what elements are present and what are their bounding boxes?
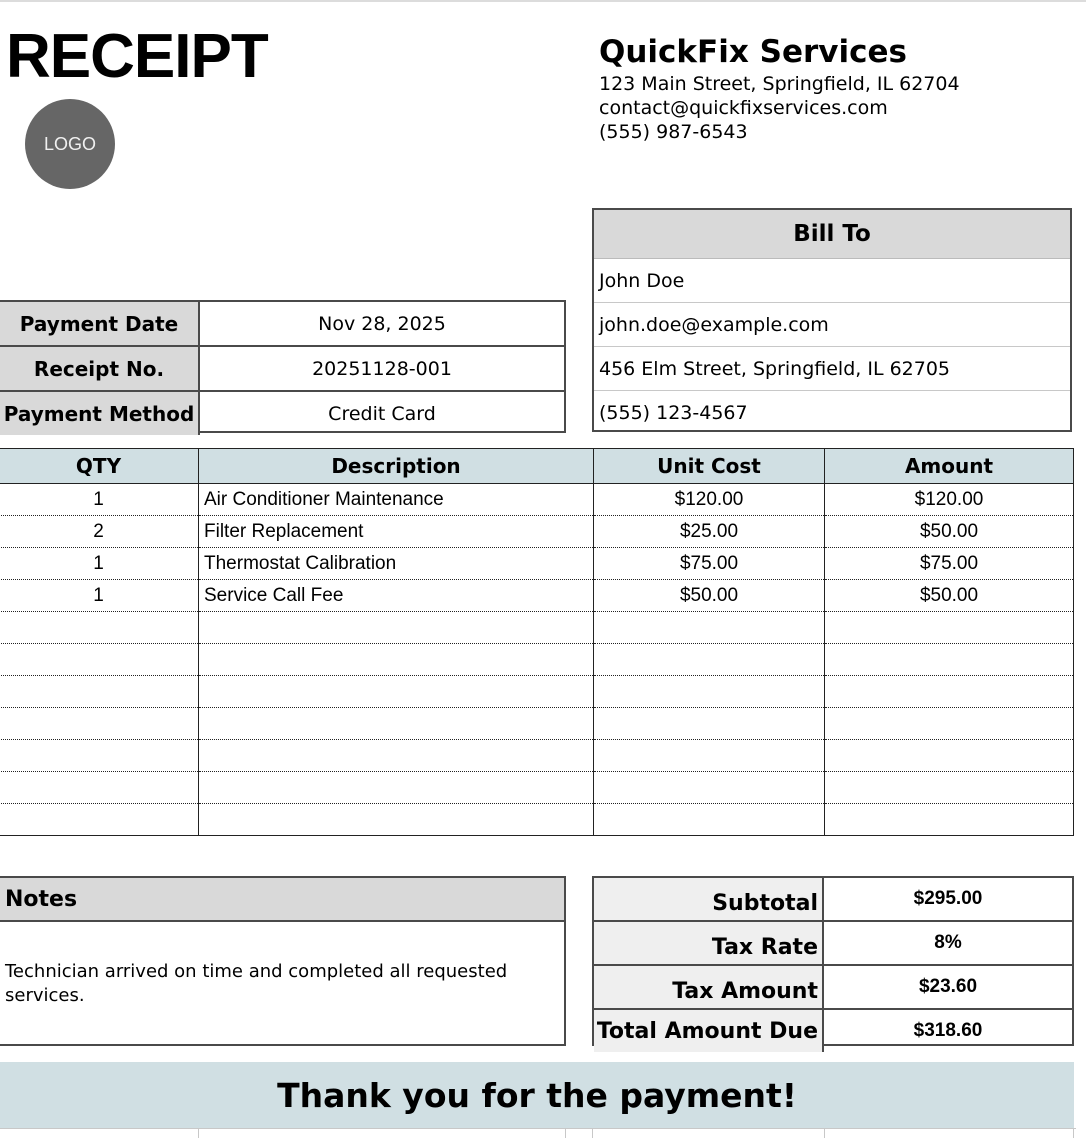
column-header-description: Description xyxy=(199,449,594,484)
subtotal-row xyxy=(594,878,1072,922)
item-description-empty[interactable] xyxy=(199,612,594,644)
subtotal-label: Subtotal xyxy=(594,878,824,920)
total-due-row xyxy=(594,1010,1072,1052)
company-logo xyxy=(25,99,115,189)
company-phone: (555) 987-6543 xyxy=(599,121,748,143)
receipt-number-label: Receipt No. xyxy=(0,347,200,390)
item-amount-empty[interactable] xyxy=(825,708,1074,740)
item-description-empty[interactable] xyxy=(199,772,594,804)
bottom-gridline-tick xyxy=(824,1128,825,1138)
payment-date-row xyxy=(0,302,564,347)
item-unit-cost-empty[interactable] xyxy=(594,708,825,740)
item-qty[interactable]: 2 xyxy=(0,516,199,548)
item-amount-empty[interactable] xyxy=(825,740,1074,772)
item-description[interactable]: Service Call Fee xyxy=(199,580,594,612)
tax-rate-value[interactable]: 8% xyxy=(934,932,962,953)
item-qty[interactable]: 1 xyxy=(0,548,199,580)
column-header-unit-cost: Unit Cost xyxy=(594,449,825,484)
payment-method-value[interactable]: Credit Card xyxy=(328,402,436,425)
table-row xyxy=(0,548,1074,580)
item-qty-empty[interactable] xyxy=(0,708,199,740)
item-unit-cost-empty[interactable] xyxy=(594,772,825,804)
thank-you-banner: Thank you for the payment! xyxy=(0,1062,1074,1128)
bill-to-address[interactable]: 456 Elm Street, Springfield, IL 62705 xyxy=(594,347,1070,391)
tax-amount-value[interactable]: $23.60 xyxy=(918,976,978,997)
item-qty-empty[interactable] xyxy=(0,772,199,804)
payment-date-label: Payment Date xyxy=(0,302,200,345)
empty-table-row xyxy=(0,804,1074,836)
bottom-gridline-tick xyxy=(565,1128,566,1138)
item-description[interactable]: Air Conditioner Maintenance xyxy=(199,484,594,516)
item-qty[interactable]: 1 xyxy=(0,484,199,516)
top-divider xyxy=(0,0,1086,2)
company-name: QuickFix Services xyxy=(599,34,907,70)
item-amount-empty[interactable] xyxy=(825,772,1074,804)
company-address: 123 Main Street, Springfield, IL 62704 xyxy=(599,73,960,95)
empty-table-row xyxy=(0,740,1074,772)
table-row xyxy=(0,484,1074,516)
item-qty-empty[interactable] xyxy=(0,676,199,708)
column-header-amount: Amount xyxy=(825,449,1074,484)
tax-amount-row xyxy=(594,966,1072,1010)
tax-amount-label: Tax Amount xyxy=(594,966,824,1008)
bill-to-phone[interactable]: (555) 123-4567 xyxy=(599,401,748,424)
item-unit-cost-empty[interactable] xyxy=(594,804,825,836)
table-row xyxy=(0,580,1074,612)
item-amount[interactable]: $120.00 xyxy=(825,484,1074,516)
item-description-empty[interactable] xyxy=(199,708,594,740)
logo-label: LOGO xyxy=(43,133,96,154)
items-header-row xyxy=(0,449,1074,484)
payment-date-value[interactable]: Nov 28, 2025 xyxy=(318,312,446,335)
bill-to-heading: Bill To xyxy=(594,210,1070,259)
item-unit-cost[interactable]: $25.00 xyxy=(594,516,825,548)
item-unit-cost-empty[interactable] xyxy=(594,676,825,708)
empty-table-row xyxy=(0,708,1074,740)
payment-method-row xyxy=(0,392,564,435)
payment-method-label: Payment Method xyxy=(0,392,200,435)
column-header-qty: QTY xyxy=(0,449,199,484)
item-unit-cost-empty[interactable] xyxy=(594,644,825,676)
notes-text[interactable]: Technician arrived on time and completed all requested services. xyxy=(5,961,508,1006)
bottom-gridline xyxy=(0,1128,1076,1129)
empty-table-row xyxy=(0,772,1074,804)
items-body xyxy=(0,484,1074,836)
line-items-table xyxy=(0,448,1074,836)
totals-table xyxy=(592,876,1074,1046)
table-row xyxy=(0,516,1074,548)
tax-rate-row xyxy=(594,922,1072,966)
payment-info-table xyxy=(0,300,566,433)
receipt-title: RECEIPT xyxy=(6,22,268,91)
item-amount-empty[interactable] xyxy=(825,644,1074,676)
item-amount-empty[interactable] xyxy=(825,676,1074,708)
item-unit-cost-empty[interactable] xyxy=(594,740,825,772)
bottom-gridline-tick xyxy=(592,1128,593,1138)
subtotal-value[interactable]: $295.00 xyxy=(913,888,983,909)
bottom-gridline-tick xyxy=(1073,1128,1074,1138)
bill-to-section xyxy=(592,208,1072,432)
item-unit-cost[interactable]: $120.00 xyxy=(594,484,825,516)
item-description-empty[interactable] xyxy=(199,740,594,772)
item-unit-cost[interactable]: $75.00 xyxy=(594,548,825,580)
notes-section xyxy=(0,876,566,1046)
empty-table-row xyxy=(0,676,1074,708)
item-unit-cost-empty[interactable] xyxy=(594,612,825,644)
notes-heading: Notes xyxy=(0,878,564,922)
item-qty-empty[interactable] xyxy=(0,644,199,676)
empty-table-row xyxy=(0,612,1074,644)
item-description-empty[interactable] xyxy=(199,644,594,676)
bill-to-email[interactable]: john.doe@example.com xyxy=(594,303,1070,347)
receipt-number-row xyxy=(0,347,564,392)
item-qty-empty[interactable] xyxy=(0,740,199,772)
item-amount-empty[interactable] xyxy=(825,612,1074,644)
item-description[interactable]: Filter Replacement xyxy=(199,516,594,548)
item-description-empty[interactable] xyxy=(199,804,594,836)
total-due-label: Total Amount Due xyxy=(594,1010,824,1052)
item-unit-cost[interactable]: $50.00 xyxy=(594,580,825,612)
item-qty[interactable]: 1 xyxy=(0,580,199,612)
total-due-value[interactable]: $318.60 xyxy=(913,1020,983,1041)
item-amount[interactable]: $50.00 xyxy=(825,580,1074,612)
item-description-empty[interactable] xyxy=(199,676,594,708)
bottom-gridline-tick xyxy=(198,1128,199,1138)
item-qty-empty[interactable] xyxy=(0,804,199,836)
empty-table-row xyxy=(0,644,1074,676)
item-amount-empty[interactable] xyxy=(825,804,1074,836)
item-amount[interactable]: $50.00 xyxy=(825,516,1074,548)
bill-to-name[interactable]: John Doe xyxy=(594,259,1070,303)
company-email: contact@quickfixservices.com xyxy=(599,97,888,119)
item-qty-empty[interactable] xyxy=(0,612,199,644)
item-amount[interactable]: $75.00 xyxy=(825,548,1074,580)
item-description[interactable]: Thermostat Calibration xyxy=(199,548,594,580)
receipt-number-value[interactable]: 20251128-001 xyxy=(312,357,452,380)
tax-rate-label: Tax Rate xyxy=(594,922,824,964)
